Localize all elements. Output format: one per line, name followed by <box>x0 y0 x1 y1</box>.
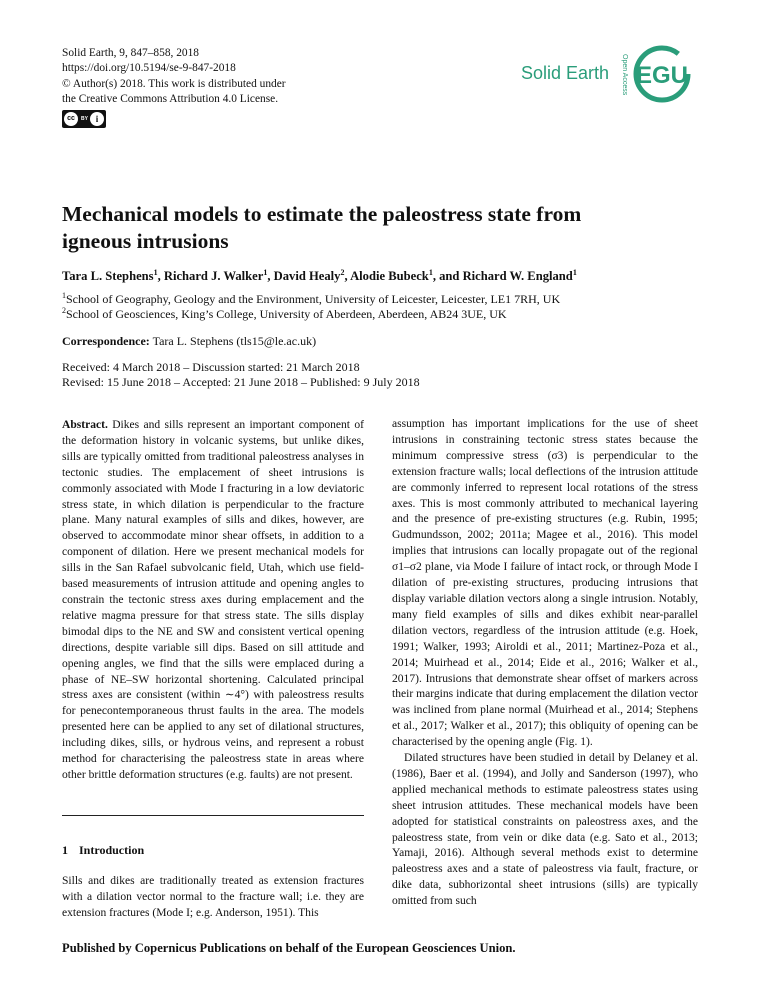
citation: Solid Earth, 9, 847–858, 2018 <box>62 47 199 59</box>
cc-by-badge[interactable] <box>62 110 106 128</box>
paragraph: Dilated structures have been studied in detail by Delaney et al. (1986), Baer et al. (1994), and Jolly and Sanderson (1997), who applied mechanical methods to estimate paleostress states using sheet intrusion attitudes. These mechanical models have been adopted for statistical constraints on paleostress axes, and the paleostress state, from vein or dike data (e.g. Sato et al., 2013; Yamaji, 2016). Although several methods exist to determine paleostress axes and a state of paleostress via fault, fracture, or dike data, subhorizontal sheet intrusions (sills) are typically omitted from such <box>392 752 698 908</box>
correspondence-email[interactable]: Tara L. Stephens (tls15@le.ac.uk) <box>152 334 317 348</box>
abstract-label: Abstract. <box>62 419 108 431</box>
correspondence-label: Correspondence: <box>62 334 150 348</box>
article-header <box>62 46 286 128</box>
attribution-icon: i <box>90 112 104 126</box>
affiliation: $^2$School of Geosciences, King’s College, University of Aberdeen, Aberdeen, AB24 3UE, UK <box>62 306 507 321</box>
egu-logo <box>608 44 700 104</box>
author-list: Tara L. Stephens$^1$, Richard J. Walker$^1$, David Healy$^2$, Alodie Bubeck$^1$, and Richard W. England$^1$ <box>62 268 577 284</box>
license-line: the Creative Commons Attribution 4.0 License. <box>62 93 279 106</box>
open-access-label: Open Access <box>621 54 628 96</box>
author: David Healy <box>273 269 341 284</box>
publisher-footer: Published by Copernicus Publications on behalf of the European Geosciences Union. <box>62 941 516 955</box>
cc-icon: cc <box>64 112 78 126</box>
dates-line-1: Received: 4 March 2018 – Discussion started: 21 March 2018 <box>62 360 360 374</box>
cc-by-label: BY <box>81 115 88 122</box>
doi-link[interactable]: https://doi.org/10.5194/se-9-847-2018 <box>62 62 236 75</box>
egu-logo-text: EGU <box>635 62 689 89</box>
journal-name: Solid Earth <box>521 63 610 83</box>
section-number: 1 <box>62 843 68 857</box>
abstract-text: Dikes and sills represent an important component of the deformation history in volcanic systems, but unlike dikes, sills are typically omitted from traditional paleostress analyses in tectonic studies. The emplacement of sheet intrusions is commonly associated with Mode I fracturing in a low deviatoric stress state, in which dilation is perpendicular to the fracture plane. Many natural examples of sills and dikes, however, are observed to accommodate minor shear offsets, in addition to a component of dilation. Here we present mechanical models for sills in the San Rafael subvolcanic field, Utah, which use field-based measurements of intrusion attitude and opening angles to constrain the tectonic stress axes during emplacement and the relative magma pressure for that stress state. The sills display bimodal dips to the NE and SW and consistent vertical opening directions, despite variable sill dips. Based on sill attitude and opening angles, we find that the sills were emplaced during a phase of NE–SW horizontal shortening. Calculated principal stress axes are consistent (within ∼4°) with paleostress results for penecontemporaneous thrust faults in the area. The models presented here can be applied to any set of dilational structures, including dikes, sills, or hydrous veins, and represent a robust method for characterising the paleostress state in areas where other brittle deformation structures (e.g. faults) are not present. <box>62 419 364 781</box>
section-title: Introduction <box>79 843 145 857</box>
right-column <box>392 417 698 910</box>
affiliation: $^1$School of Geography, Geology and the Environment, University of Leicester, Leicester, LE1 7RH, UK <box>62 291 561 306</box>
section-divider <box>62 815 364 816</box>
correspondence <box>62 334 316 349</box>
dates-line-2: Revised: 15 June 2018 – Accepted: 21 June 2018 – Published: 9 July 2018 <box>62 375 420 389</box>
article-title: Mechanical models to estimate the paleostress state from igneous intrusions <box>62 202 582 253</box>
copyright-line: © Author(s) 2018. This work is distributed under <box>62 77 286 90</box>
paragraph: assumption has important implications for the use of sheet intrusions in constraining tectonic stress states because the minimum compressive stress (σ3) is perpendicular to the extension fracture walls; local deflections of the intrusion attitude are commonly inferred to represent local rotations of the stress axes. This is most commonly attributed to mechanical layering and the presence of pre-existing structures (e.g. Rubin, 1995; Gudmundsson, 2002; 2011a; Magee et al., 2016). This model implies that intrusions can locally propagate out of the regional σ1–σ2 plane, via Mode I failure of intact rock, or through Mode I dilation of pre-existing structures, producing intrusions that display variable dilation vectors along a single intrusion. Notably, many field examples of sills and dikes exhibit near-parallel dilation vectors, regardless of the intrusion attitude (e.g. Hoek, 1991; Walker, 1993; Airoldi et al., 2011; Martinez-Poza et al., 2014; Muirhead et al., 2014; Eide et al., 2016; Walker et al., 2017). Intrusions that demonstrate shear offset of markers across their margins indicate that during emplacement the dilation vector was inclined from plane normal (Muirhead et al., 2014; Stephens et al., 2017; Walker et al., 2017); this obliquity of opening can be characterised by the opening angle (Fig. 1). <box>392 418 698 749</box>
intro-paragraph: Sills and dikes are traditionally treated as extension fractures with a dilation vector normal to the fracture wall; i.e. they are extension fractures (Mode I; e.g. Anderson, 1951). This <box>62 875 364 919</box>
author: Alodie Bubeck <box>350 269 429 284</box>
abstract <box>62 418 364 784</box>
section-heading <box>62 843 144 858</box>
author: and Richard W. England <box>439 269 573 284</box>
author: Richard J. Walker <box>163 269 264 284</box>
author: Tara L. Stephens <box>62 269 154 284</box>
